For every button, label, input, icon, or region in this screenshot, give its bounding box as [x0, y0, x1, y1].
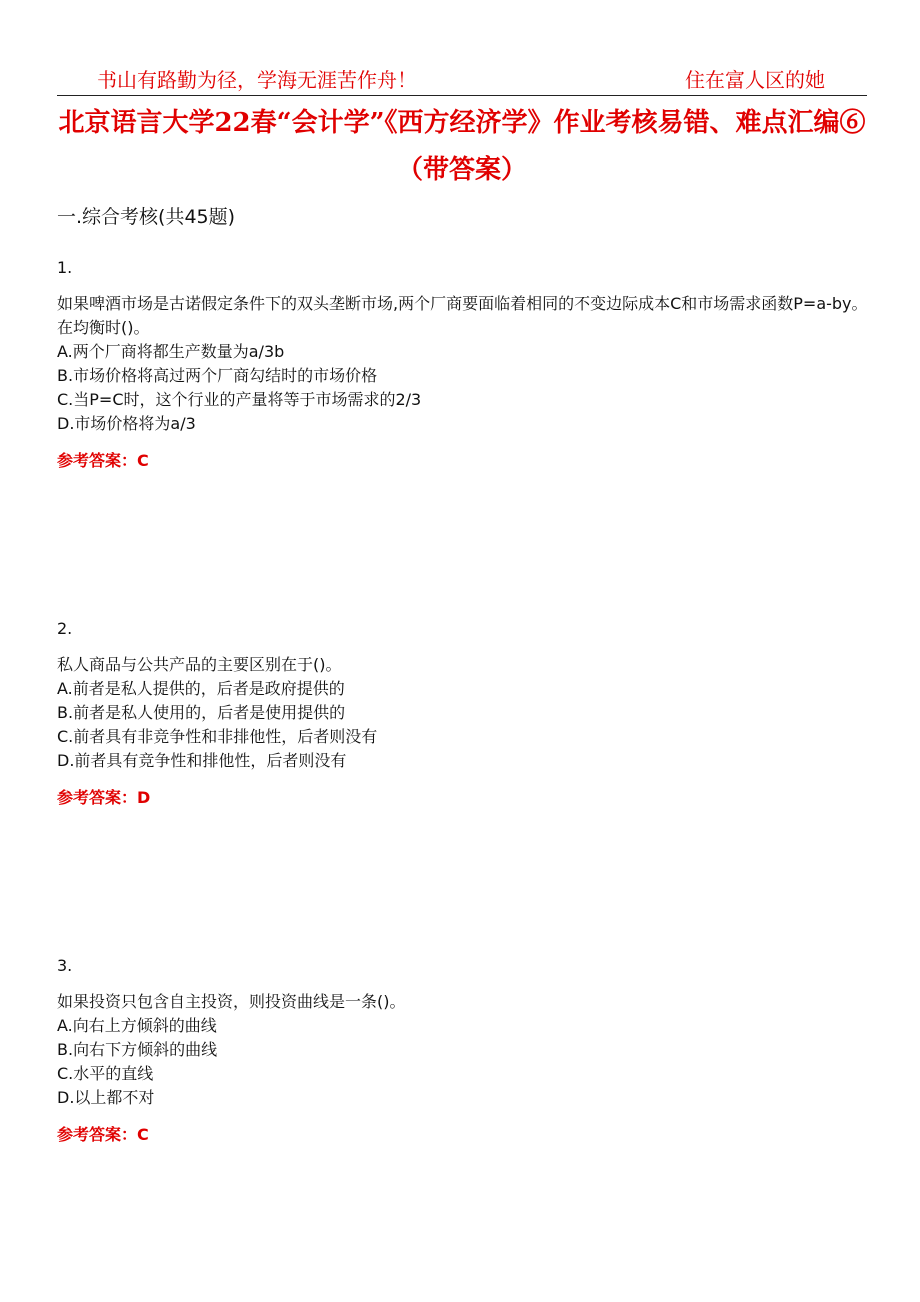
option-d: D.前者具有竞争性和排他性，后者则没有	[57, 751, 347, 770]
answer-label: 参考答案：	[57, 788, 138, 807]
question-stem: 私人商品与公共产品的主要区别在于()。	[57, 655, 342, 674]
header-author: 住在富人区的她	[685, 68, 825, 92]
question-2	[57, 617, 869, 810]
option-a: A.向右上方倾斜的曲线	[57, 1016, 217, 1035]
answer-value: C	[137, 451, 149, 470]
question-number: 2.	[57, 619, 73, 638]
option-d: D.以上都不对	[57, 1088, 155, 1107]
question-number: 1.	[57, 258, 73, 277]
question-stem: 如果啤酒市场是古诺假定条件下的双头垄断市场,两个厂商要面临着相同的不变边际成本C和市场需求函数P=a-by。在均衡时()。	[57, 294, 868, 337]
answer-label: 参考答案：	[57, 451, 138, 470]
answer-line	[57, 1123, 869, 1147]
question-3	[57, 954, 869, 1147]
answer-line	[57, 786, 869, 810]
answer-line	[57, 449, 869, 473]
option-a: A.前者是私人提供的，后者是政府提供的	[57, 679, 345, 698]
section-heading: 一.综合考核(共45题)	[57, 206, 236, 228]
option-a: A.两个厂商将都生产数量为a/3b	[57, 342, 285, 361]
header-motto: 书山有路勤为径，学海无涯苦作舟！	[97, 68, 417, 92]
header-divider	[57, 95, 867, 96]
answer-value: C	[137, 1125, 149, 1144]
answer-value: D	[137, 788, 151, 807]
answer-label: 参考答案：	[57, 1125, 138, 1144]
option-c: C.前者具有非竞争性和非排他性，后者则没有	[57, 727, 378, 746]
question-stem: 如果投资只包含自主投资，则投资曲线是一条()。	[57, 992, 406, 1011]
question-number: 3.	[57, 956, 73, 975]
option-d: D.市场价格将为a/3	[57, 414, 196, 433]
option-c: C.水平的直线	[57, 1064, 154, 1083]
option-b: B.前者是私人使用的，后者是使用提供的	[57, 703, 346, 722]
option-b: B.市场价格将高过两个厂商勾结时的市场价格	[57, 366, 378, 385]
option-b: B.向右下方倾斜的曲线	[57, 1040, 218, 1059]
question-1	[57, 256, 869, 473]
page-header	[57, 64, 867, 92]
option-c: C.当P=C时，这个行业的产量将等于市场需求的2/3	[57, 390, 422, 409]
document-title: 北京语言大学22春“会计学”《西方经济学》作业考核易错、难点汇编⑥（带答案）	[58, 108, 866, 185]
